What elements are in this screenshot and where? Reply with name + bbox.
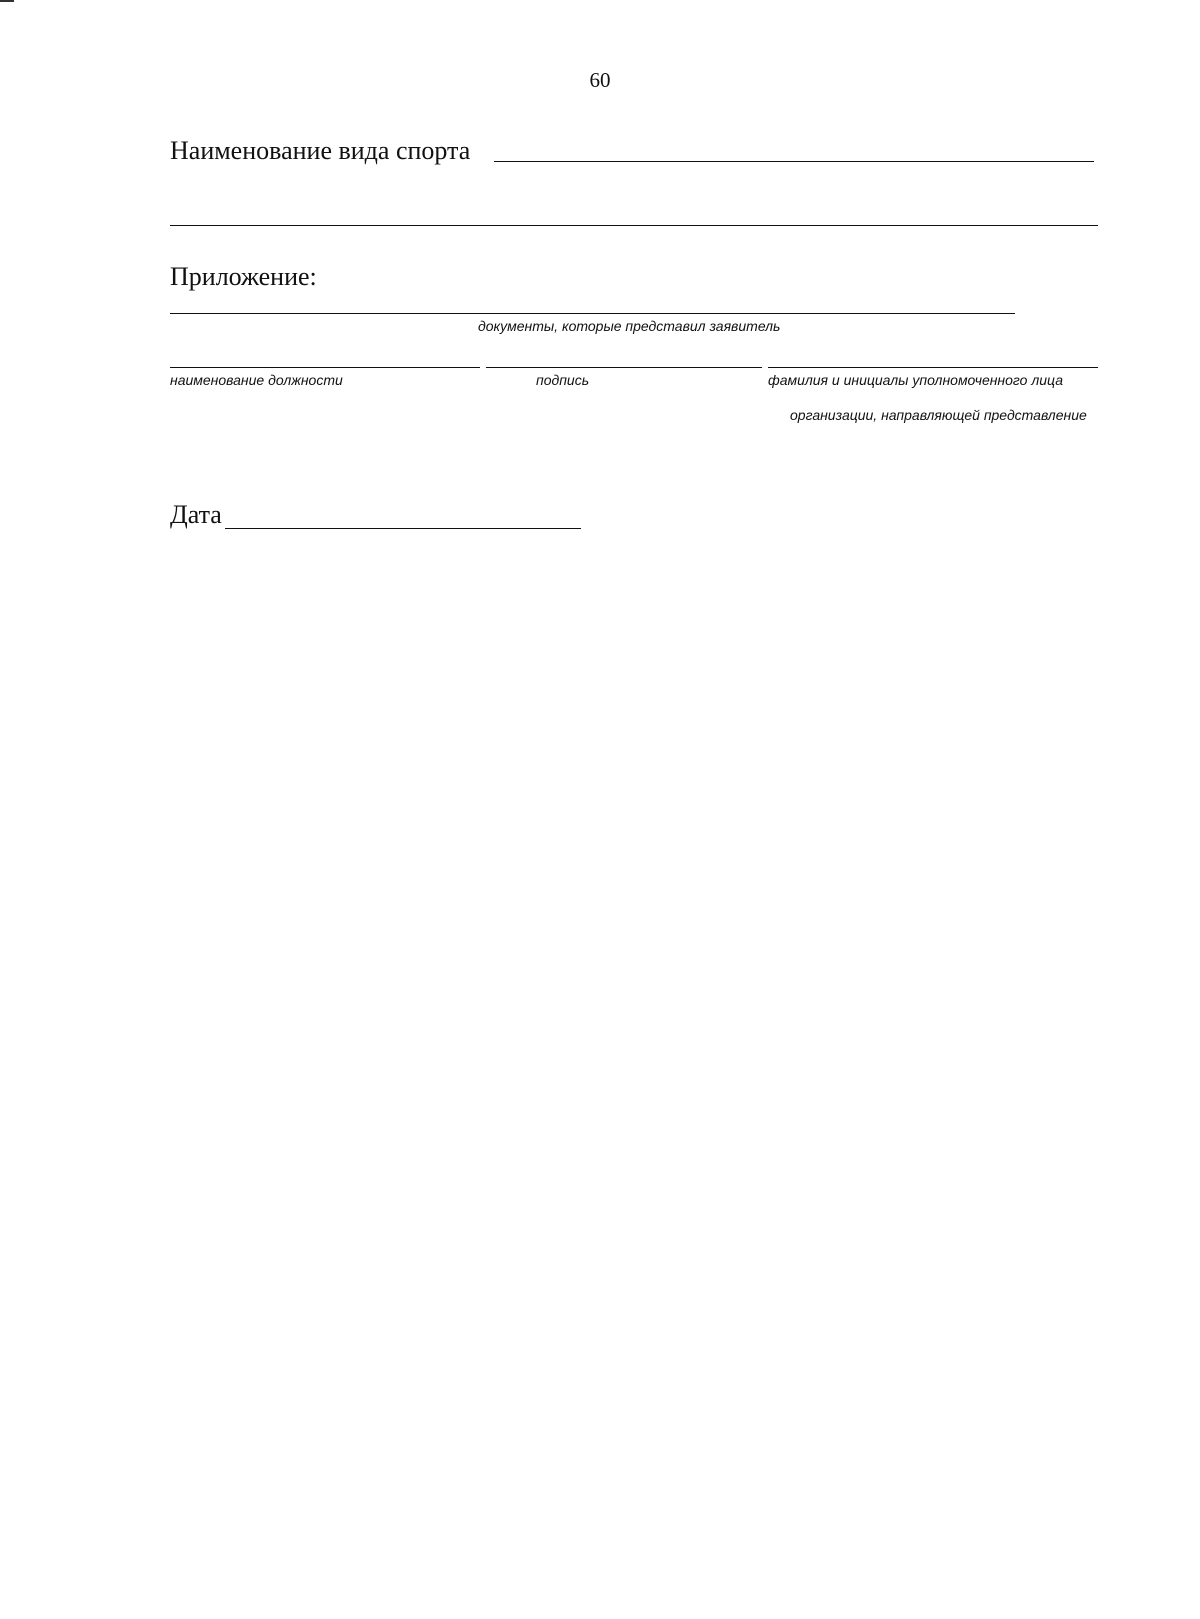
- attachment-label: Приложение:: [170, 262, 317, 291]
- position-line[interactable]: [170, 367, 480, 368]
- organization-hint: организации, направляющей представление: [790, 407, 1087, 423]
- signature-line[interactable]: [486, 367, 762, 368]
- scan-corner-mark: [0, 0, 14, 2]
- name-hint: фамилия и инициалы уполномоченного лица: [768, 372, 1063, 388]
- page-number: 60: [589, 68, 611, 92]
- attachment-hint: документы, которые представил заявитель: [478, 318, 781, 334]
- position-hint: наименование должности: [170, 372, 343, 388]
- sport-name-line-continuation[interactable]: [170, 225, 1098, 226]
- signature-hint: подпись: [536, 372, 590, 388]
- attachment-line[interactable]: [170, 313, 1015, 314]
- date-line[interactable]: [225, 528, 581, 529]
- date-label: Дата: [170, 500, 222, 529]
- sport-name-label: Наименование вида спорта: [170, 136, 471, 165]
- sport-name-line[interactable]: [494, 161, 1094, 162]
- name-line[interactable]: [768, 367, 1098, 368]
